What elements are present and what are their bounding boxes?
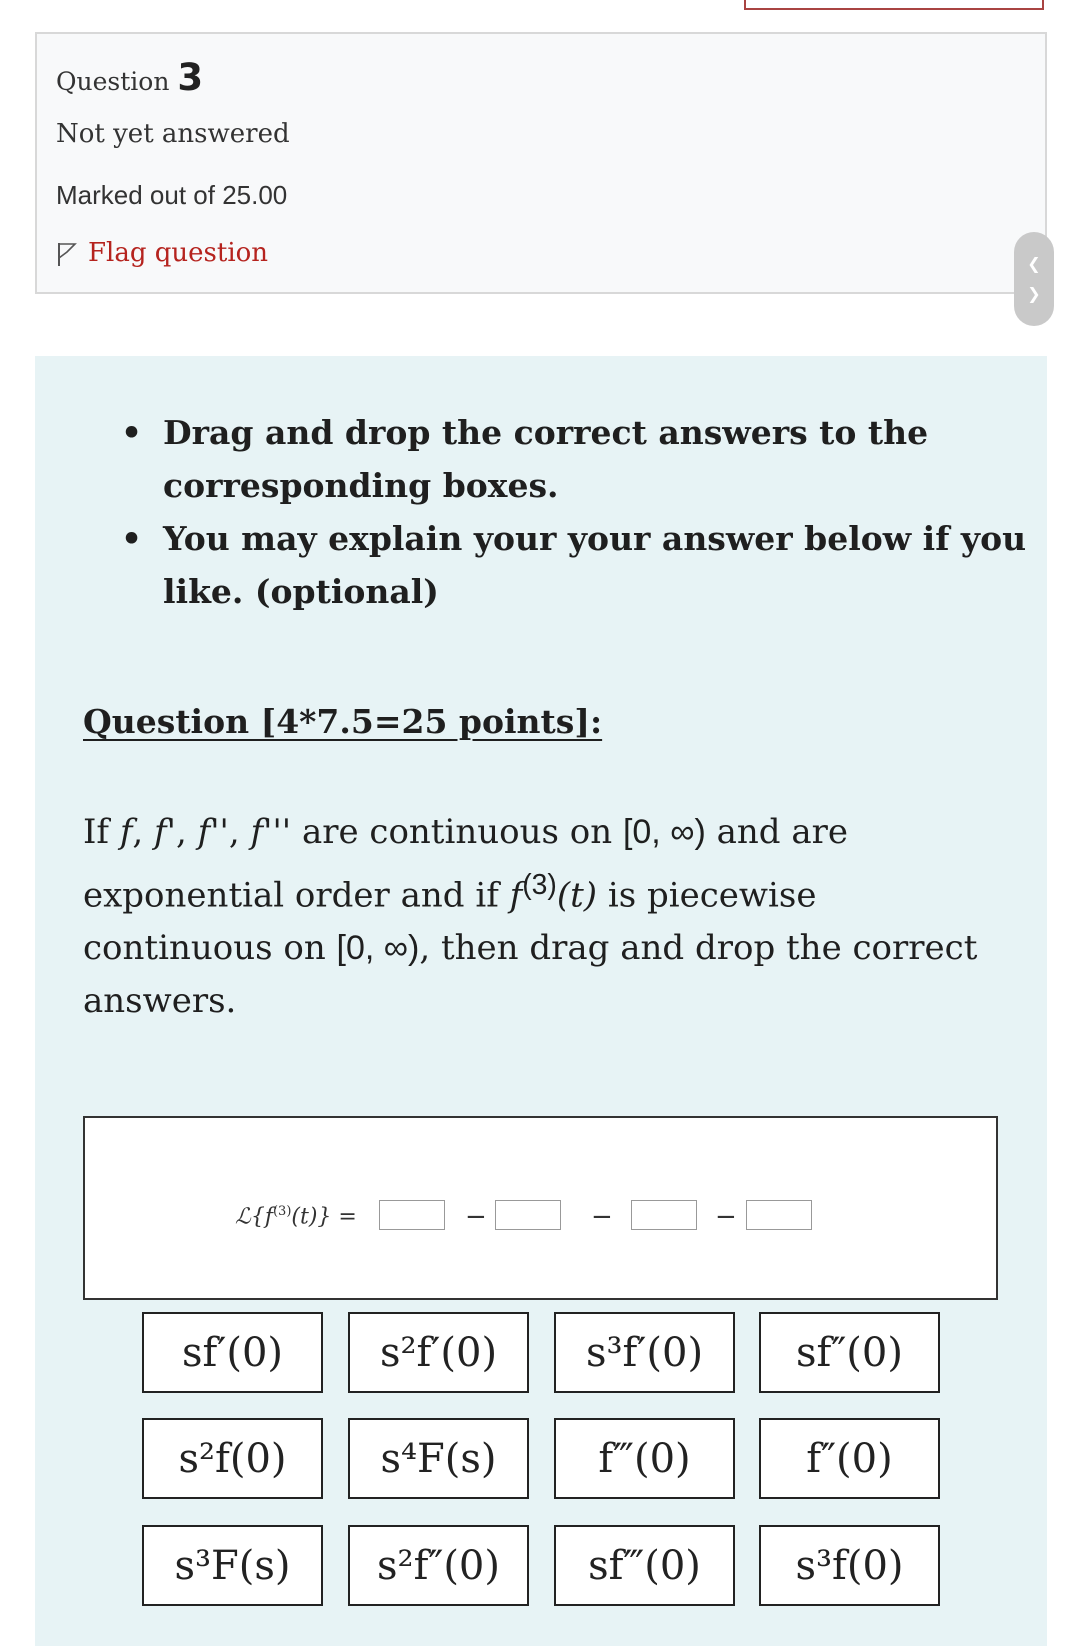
laplace-equation-lhs: $ℒ\{f^{(3)}(t)\}$ = bbox=[235, 1204, 357, 1230]
navigation-handle[interactable] bbox=[1014, 232, 1054, 326]
question-formulation bbox=[35, 356, 1047, 1646]
chevron-down-icon[interactable]: ❯ bbox=[1027, 284, 1041, 303]
drag-choice[interactable]: s³f′(0) bbox=[554, 1312, 735, 1393]
instruction-item: • You may explain your your answer below if you like. (optional) bbox=[163, 512, 1063, 618]
flag-question-label: Flag question bbox=[88, 238, 269, 268]
instruction-item: • Drag and drop the correct answers to the corresponding boxes. bbox=[163, 406, 1063, 512]
drag-choice[interactable]: s⁴F(s) bbox=[348, 1418, 529, 1499]
instruction-list bbox=[83, 406, 1063, 618]
drag-choice[interactable]: f‴(0) bbox=[554, 1418, 735, 1499]
drop-slot-3[interactable] bbox=[631, 1200, 697, 1230]
minus-sign: − bbox=[465, 1202, 487, 1232]
drag-choice[interactable]: sf‴(0) bbox=[554, 1525, 735, 1606]
drag-choice[interactable]: s²f″(0) bbox=[348, 1525, 529, 1606]
minus-sign: − bbox=[715, 1202, 737, 1232]
previous-answer-box bbox=[744, 0, 1044, 10]
drop-slot-2[interactable] bbox=[495, 1200, 561, 1230]
flag-icon bbox=[56, 241, 78, 267]
drag-choice[interactable]: s²f(0) bbox=[142, 1418, 323, 1499]
question-state: Not yet answered bbox=[56, 119, 290, 149]
question-text: If f, f', f'', f''' are continuous on [0, ∞) and are exponential order and if $f^{(3)}(t)$ is piecewise continuous on [0, ∞), then drag and drop the correct answers. bbox=[83, 812, 978, 1022]
minus-sign: − bbox=[591, 1202, 613, 1232]
question-grade: Marked out of 25.00 bbox=[56, 180, 288, 210]
drop-area bbox=[83, 1116, 998, 1300]
question-heading: Question [4*7.5=25 points]: bbox=[83, 702, 603, 741]
question-info-panel bbox=[35, 32, 1047, 294]
chevron-up-icon[interactable]: ❮ bbox=[1027, 254, 1041, 273]
drag-choice[interactable]: sf″(0) bbox=[759, 1312, 940, 1393]
question-number: Question 3 bbox=[56, 56, 204, 99]
drop-slot-4[interactable] bbox=[746, 1200, 812, 1230]
drag-choice[interactable]: f″(0) bbox=[759, 1418, 940, 1499]
drag-choice[interactable]: s²f′(0) bbox=[348, 1312, 529, 1393]
flag-question-link[interactable] bbox=[56, 238, 268, 268]
drag-choice[interactable]: s³F(s) bbox=[142, 1525, 323, 1606]
drag-choice[interactable]: sf′(0) bbox=[142, 1312, 323, 1393]
drag-choice[interactable]: s³f(0) bbox=[759, 1525, 940, 1606]
drop-slot-1[interactable] bbox=[379, 1200, 445, 1230]
